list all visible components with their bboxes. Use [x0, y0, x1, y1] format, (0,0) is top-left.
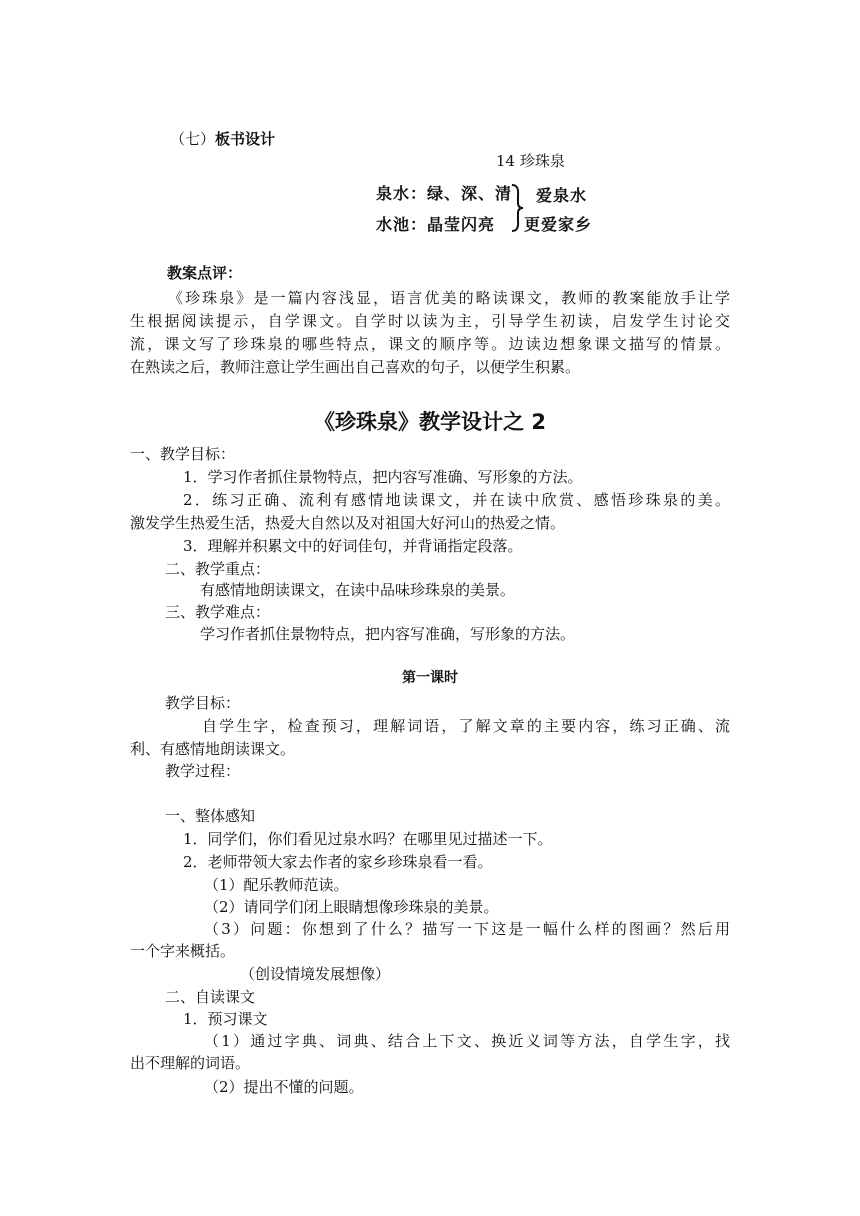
lesson-process-label: 教学过程： [165, 762, 241, 780]
comment-line-4: 在熟读之后，教师注意让学生画出自己喜欢的句子，以便学生积累。 [130, 358, 581, 376]
goal-item-3: 3．理解并积累文中的好词佳句，并背诵指定段落。 [183, 537, 523, 555]
difficulty-text: 学习作者抓住景物特点，把内容写准确，写形象的方法。 [200, 625, 576, 643]
lesson-goal-line-2: 利、有感情地朗读课文。 [130, 740, 296, 758]
part-2-item-1: 1．预习课文 [183, 1010, 268, 1028]
goals-heading: 一、教学目标： [130, 445, 236, 463]
comment-line-3: 流，课文写了珍珠泉的哪些特点，课文的顺序等。边读边想象课文描写的情景。 [130, 335, 730, 353]
curly-brace-icon [510, 183, 524, 233]
comment-line-1: 《珍珠泉》是一篇内容浅显，语言优美的略读课文，教师的教案能放手让学 [168, 289, 730, 307]
blackboard-row-1: 泉水：绿、深、清 [376, 184, 513, 203]
blackboard-row-2: 水池：晶莹闪亮 [376, 215, 496, 234]
key-points-heading: 二、教学重点： [165, 560, 271, 578]
part-1-heading: 一、整体感知 [165, 807, 256, 825]
blackboard-right-1: 爱泉水 [536, 186, 588, 205]
lesson-goal-line-1: 自学生字，检查预习，理解词语，了解文章的主要内容，练习正确、流 [202, 717, 730, 735]
goal-item-2-line-2: 激发学生热爱生活，热爱大自然以及对祖国大好河山的热爱之情。 [130, 514, 566, 532]
part-2-sub-2: （2）提出不懂的问题。 [204, 1078, 364, 1096]
blackboard-title: 14 珍珠泉 [496, 152, 565, 170]
lesson-title: 第一课时 [402, 670, 458, 686]
lesson-goal-label: 教学目标： [165, 694, 241, 712]
difficulty-heading: 三、教学难点： [165, 603, 271, 621]
section-heading-text: 板书设计 [215, 130, 276, 148]
goal-item-1: 1．学习作者抓住景物特点，把内容写准确、写形象的方法。 [183, 468, 583, 486]
part-2-heading: 二、自读课文 [165, 988, 256, 1006]
part-1-sub-3-line-2: 一个字来概括。 [130, 942, 236, 960]
part-1-item-1: 1．同学们，你们看见过泉水吗？在哪里见过描述一下。 [183, 830, 553, 848]
part-1-sub-3-line-1: （3）问题：你想到了什么？描写一下这是一幅什么样的图画？然后用 [204, 920, 730, 938]
blackboard-right-2: 更爱家乡 [524, 215, 593, 234]
part-1-item-2: 2．老师带领大家去作者的家乡珍珠泉看一看。 [183, 853, 493, 871]
key-points-text: 有感情地朗读课文，在读中品味珍珠泉的美景。 [200, 581, 516, 599]
part-1-sub-2: （2）请同学们闭上眼睛想像珍珠泉的美景。 [204, 898, 499, 916]
blackboard-design [374, 179, 614, 235]
part-1-sub-1: （1）配乐教师范读。 [204, 876, 349, 894]
part-2-sub-1-line-1: （1）通过字典、词典、结合上下文、换近义词等方法，自学生字，找 [204, 1032, 730, 1050]
comment-line-2: 生根据阅读提示，自学课文。自学时以读为主，引导学生初读，启发学生讨论交 [130, 312, 730, 330]
section-heading-prefix: （七） [170, 130, 216, 148]
comment-heading: 教案点评： [167, 264, 243, 282]
section-heading [170, 128, 275, 150]
part-1-note: （创设情境发展想像） [240, 965, 391, 983]
goal-item-2-line-1: 2．练习正确、流利有感情地读课文，并在读中欣赏、感悟珍珠泉的美。 [183, 491, 730, 509]
page-title: 《珍珠泉》教学设计之 2 [314, 410, 546, 434]
part-2-sub-1-line-2: 出不理解的词语。 [130, 1054, 251, 1072]
